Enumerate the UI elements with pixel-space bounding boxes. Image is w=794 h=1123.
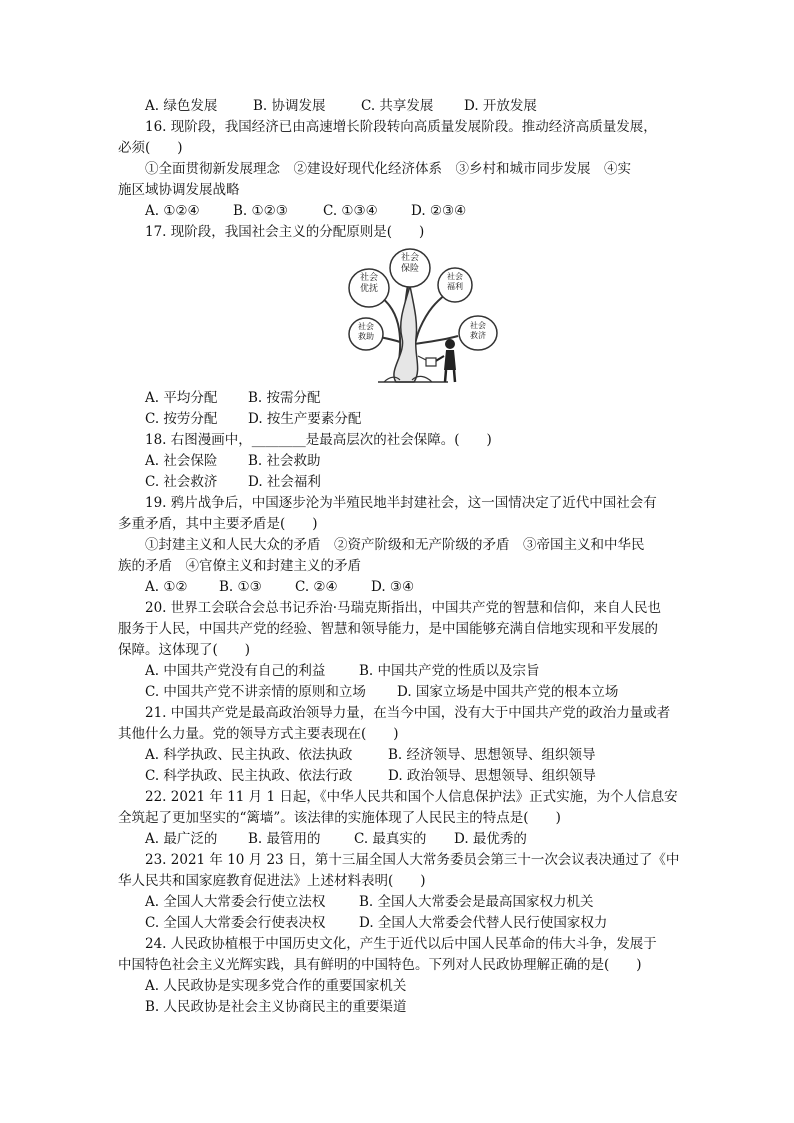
- q20-option-a: A. 中国共产党没有自己的利益: [145, 663, 326, 679]
- q15-option-c: C. 共享发展: [361, 98, 434, 114]
- q21-stem-line1: 21. 中国共产党是最高政治领导力量，在当今中国，没有大于中国共产党的政治力量或者: [145, 705, 671, 721]
- q17-option-d: D. 按生产要素分配: [248, 411, 362, 427]
- q22-option-b: B. 最管用的: [248, 831, 321, 847]
- q20-option-b: B. 中国共产党的性质以及宗旨: [359, 663, 540, 679]
- q23-stem-line2: 华人民共和国家庭教育促进法》上述材料表明( ): [118, 873, 426, 889]
- q21-option-d: D. 政治领导、思想领导、组织领导: [388, 768, 596, 784]
- q22-option-d: D. 最优秀的: [454, 831, 527, 847]
- cartoon-label-social-insurance: 社会保险: [400, 253, 419, 274]
- q21-options-row1: [145, 745, 596, 765]
- q21-stem-line2: 其他什么力量。党的领导方式主要表现在( ): [118, 726, 399, 742]
- q23-option-b: B. 全国人大常委会是最高国家权力机关: [359, 894, 594, 910]
- q24-option-a: A. 人民政协是实现多党合作的重要国家机关: [145, 978, 407, 994]
- q18-option-c: C. 社会救济: [145, 474, 218, 490]
- q22-options: [145, 829, 527, 849]
- cartoon-label-social-assistance: 社会救助: [358, 322, 374, 341]
- q17-option-b: B. 按需分配: [248, 390, 321, 406]
- q15-option-d: D. 开放发展: [464, 98, 537, 114]
- q16-options: [145, 201, 466, 221]
- q19-options: [145, 577, 414, 597]
- q23-stem-line1: 23. 2021 年 10 月 23 日，第十三届全国人大常务委员会第三十一次会议表决通过了《中: [145, 852, 680, 868]
- q16-stem-line1: 16. 现阶段，我国经济已由高速增长阶段转向高质量发展阶段。推动经济高质量发展，: [145, 119, 657, 135]
- q20-stem-line3: 保障。这体现了( ): [118, 642, 251, 658]
- q21-option-b: B. 经济领导、思想领导、组织领导: [388, 747, 596, 763]
- q17-options-row2: [145, 409, 361, 429]
- q17-option-c: C. 按劳分配: [145, 411, 218, 427]
- q23-options-row1: [145, 892, 594, 912]
- watering-can-icon: [426, 358, 436, 366]
- q23-option-c: C. 全国人大常委会行使表决权: [145, 915, 326, 931]
- q15-options: [145, 96, 537, 116]
- q16-stem-line2: 必须( ): [118, 140, 183, 156]
- q16-option-d: D. ②③④: [411, 203, 467, 219]
- person-head: [445, 339, 455, 349]
- q18-options-row2: [145, 472, 321, 492]
- q15-option-a: A. 绿色发展: [145, 98, 218, 114]
- cartoon-label-social-welfare: 社会福利: [447, 272, 463, 291]
- q19-option-c: C. ②④: [295, 579, 338, 595]
- cartoon-label-social-relief: 社会救济: [470, 321, 486, 340]
- q23-options-row2: [145, 913, 607, 933]
- q20-option-c: C. 中国共产党不讲亲情的原则和立场: [145, 684, 366, 700]
- q19-option-d: D. ③④: [371, 579, 415, 595]
- q16-statements-line1: ①全面贯彻新发展理念 ②建设好现代化经济体系 ③乡村和城市同步发展 ④实: [145, 161, 631, 177]
- q23-option-a: A. 全国人大常委会行使立法权: [145, 894, 326, 910]
- q18-option-b: B. 社会救助: [248, 453, 321, 469]
- q20-options-row2: [145, 682, 618, 702]
- q22-option-a: A. 最广泛的: [145, 831, 218, 847]
- q24-stem-line2: 中国特色社会主义光辉实践，具有鲜明的中国特色。下列对人民政协理解正确的是( ): [118, 957, 642, 973]
- q20-options-row1: [145, 661, 540, 681]
- q24-stem-line1: 24. 人民政协植根于中国历史文化，产生于近代以后中国人民革命的伟大斗争，发展于: [145, 936, 657, 952]
- q20-stem-line2: 服务于人民，中国共产党的经验、智慧和领导能力，是中国能够充满自信地实现和平发展的: [118, 621, 658, 637]
- cartoon-label-social-preferential: 社会优抚: [359, 273, 378, 294]
- q19-option-a: A. ①②: [145, 579, 188, 595]
- q23-option-d: D. 全国人大常委会代替人民行使国家权力: [359, 915, 608, 931]
- q21-options-row2: [145, 766, 596, 786]
- q18-option-d: D. 社会福利: [248, 474, 321, 490]
- q20-option-d: D. 国家立场是中国共产党的根本立场: [397, 684, 619, 700]
- q22-option-c: C. 最真实的: [354, 831, 427, 847]
- q16-option-a: A. ①②④: [145, 203, 200, 219]
- q17-options-row1: [145, 388, 321, 408]
- q16-option-b: B. ①②③: [233, 203, 288, 219]
- q18-option-a: A. 社会保险: [145, 453, 218, 469]
- q19-stem-line2: 多重矛盾，其中主要矛盾是( ): [118, 516, 318, 532]
- q15-option-b: B. 协调发展: [253, 98, 326, 114]
- q21-option-a: A. 科学执政、民主执政、依法执政: [145, 747, 353, 763]
- q22-stem-line1: 22. 2021 年 11 月 1 日起，《中华人民共和国个人信息保护法》正式实施，为个人信息安: [145, 789, 678, 805]
- q19-statements-line2: 族的矛盾 ④官僚主义和封建主义的矛盾: [118, 558, 361, 574]
- q17-option-a: A. 平均分配: [145, 390, 218, 406]
- q18-stem: 18. 右图漫画中，________是最高层次的社会保障。( ): [145, 432, 492, 448]
- q17-stem: 17. 现阶段，我国社会主义的分配原则是( ): [145, 224, 425, 240]
- q24-option-b: B. 人民政协是社会主义协商民主的重要渠道: [145, 999, 407, 1015]
- q16-option-c: C. ①③④: [323, 203, 378, 219]
- q18-options-row1: [145, 451, 321, 471]
- q16-statements-line2: 施区域协调发展战略: [118, 182, 240, 198]
- q20-stem-line1: 20. 世界工会联合会总书记乔治·马瑞克斯指出，中国共产党的智慧和信仰，来自人民也: [145, 600, 662, 616]
- q19-stem-line1: 19. 鸦片战争后，中国逐步沦为半殖民地半封建社会，这一国情决定了近代中国社会有: [145, 495, 657, 511]
- q22-stem-line2: 全筑起了更加坚实的“篱墙”。该法律的实施体现了人民民主的特点是( ): [118, 810, 561, 826]
- q21-option-c: C. 科学执政、民主执政、依法行政: [145, 768, 353, 784]
- social-security-tree-cartoon: [318, 246, 508, 384]
- q19-option-b: B. ①③: [219, 579, 262, 595]
- q19-statements-line1: ①封建主义和人民大众的矛盾 ②资产阶级和无产阶级的矛盾 ③帝国主义和中华民: [145, 537, 645, 553]
